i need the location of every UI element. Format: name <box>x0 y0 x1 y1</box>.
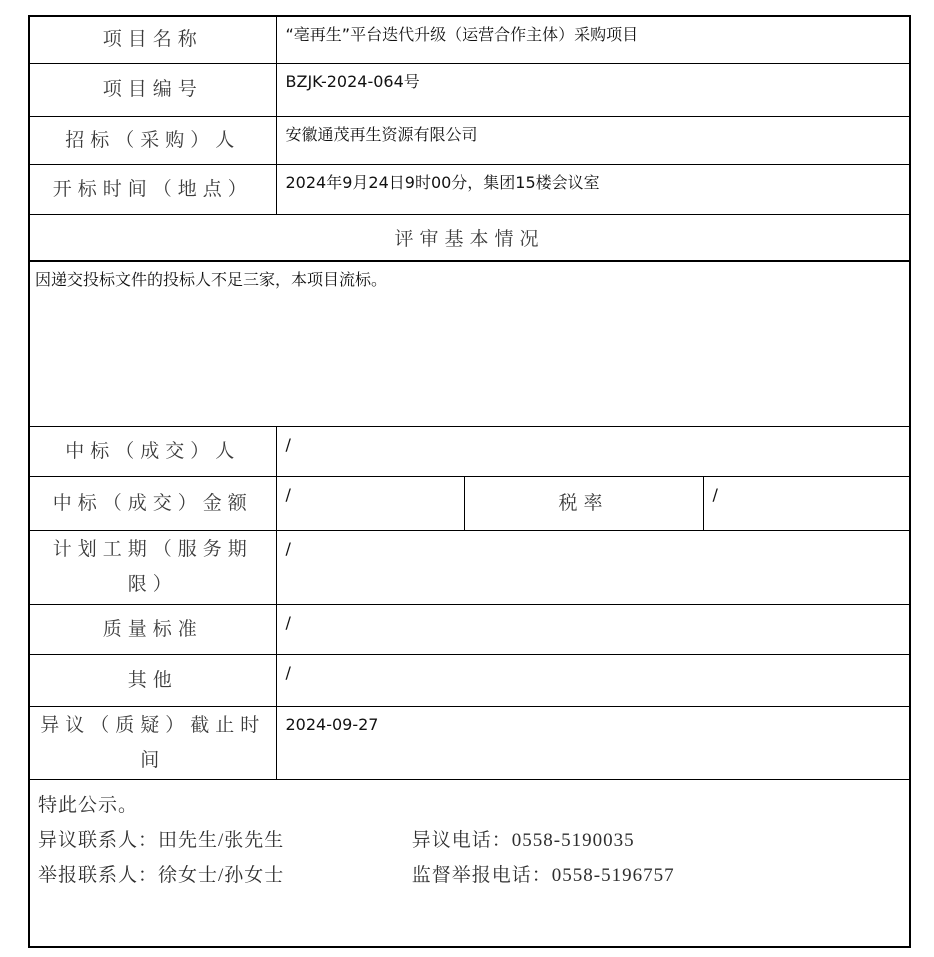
row-review-content <box>29 261 910 426</box>
amount-value: / <box>276 476 464 530</box>
quality-label: 质量标准 <box>29 604 276 654</box>
other-label: 其他 <box>29 654 276 706</box>
row-tenderer <box>29 116 910 164</box>
period-label: 计划工期（服务期限） <box>29 530 276 604</box>
row-footer <box>29 779 910 947</box>
review-content: 因递交投标文件的投标人不足三家，本项目流标。 <box>29 261 910 426</box>
bid-opening-label: 开标时间（地点） <box>29 164 276 214</box>
amount-label: 中标（成交）金额 <box>29 476 276 530</box>
project-name-value: “亳再生”平台迭代升级（运营合作主体）采购项目 <box>276 16 910 63</box>
announcement-table <box>28 15 911 948</box>
project-number-value: BZJK-2024-064号 <box>276 63 910 116</box>
row-project-number <box>29 63 910 116</box>
row-quality <box>29 604 910 654</box>
quality-value: / <box>276 604 910 654</box>
tenderer-label: 招标（采购）人 <box>29 116 276 164</box>
other-value: / <box>276 654 910 706</box>
winner-label: 中标（成交）人 <box>29 426 276 476</box>
tax-rate-label: 税率 <box>464 476 703 530</box>
footer-report-line <box>38 858 901 893</box>
objection-deadline-value: 2024-09-27 <box>276 706 910 779</box>
row-review-header <box>29 214 910 261</box>
project-name-label: 项目名称 <box>29 16 276 63</box>
row-project-name <box>29 16 910 63</box>
footer-cell <box>29 779 910 947</box>
period-value: / <box>276 530 910 604</box>
report-phone: 监督举报电话：0558-5196757 <box>411 864 675 886</box>
objection-contact: 异议联系人：田先生/张先生 <box>38 829 285 851</box>
review-section-header: 评审基本情况 <box>29 214 910 261</box>
project-number-label: 项目编号 <box>29 63 276 116</box>
winner-value: / <box>276 426 910 476</box>
objection-phone: 异议电话：0558-5190035 <box>411 829 635 851</box>
row-objection-deadline <box>29 706 910 779</box>
report-contact: 举报联系人：徐女士/孙女士 <box>38 864 285 886</box>
tenderer-value: 安徽通茂再生资源有限公司 <box>276 116 910 164</box>
row-bid-opening <box>29 164 910 214</box>
footer-objection-line <box>38 823 901 858</box>
row-amount <box>29 476 910 530</box>
row-other <box>29 654 910 706</box>
bid-opening-value: 2024年9月24日9时00分，集团15楼会议室 <box>276 164 910 214</box>
row-winner <box>29 426 910 476</box>
footer-notice: 特此公示。 <box>38 794 139 816</box>
tax-rate-value: / <box>703 476 910 530</box>
objection-deadline-label: 异议（质疑）截止时间 <box>29 706 276 779</box>
row-period <box>29 530 910 604</box>
